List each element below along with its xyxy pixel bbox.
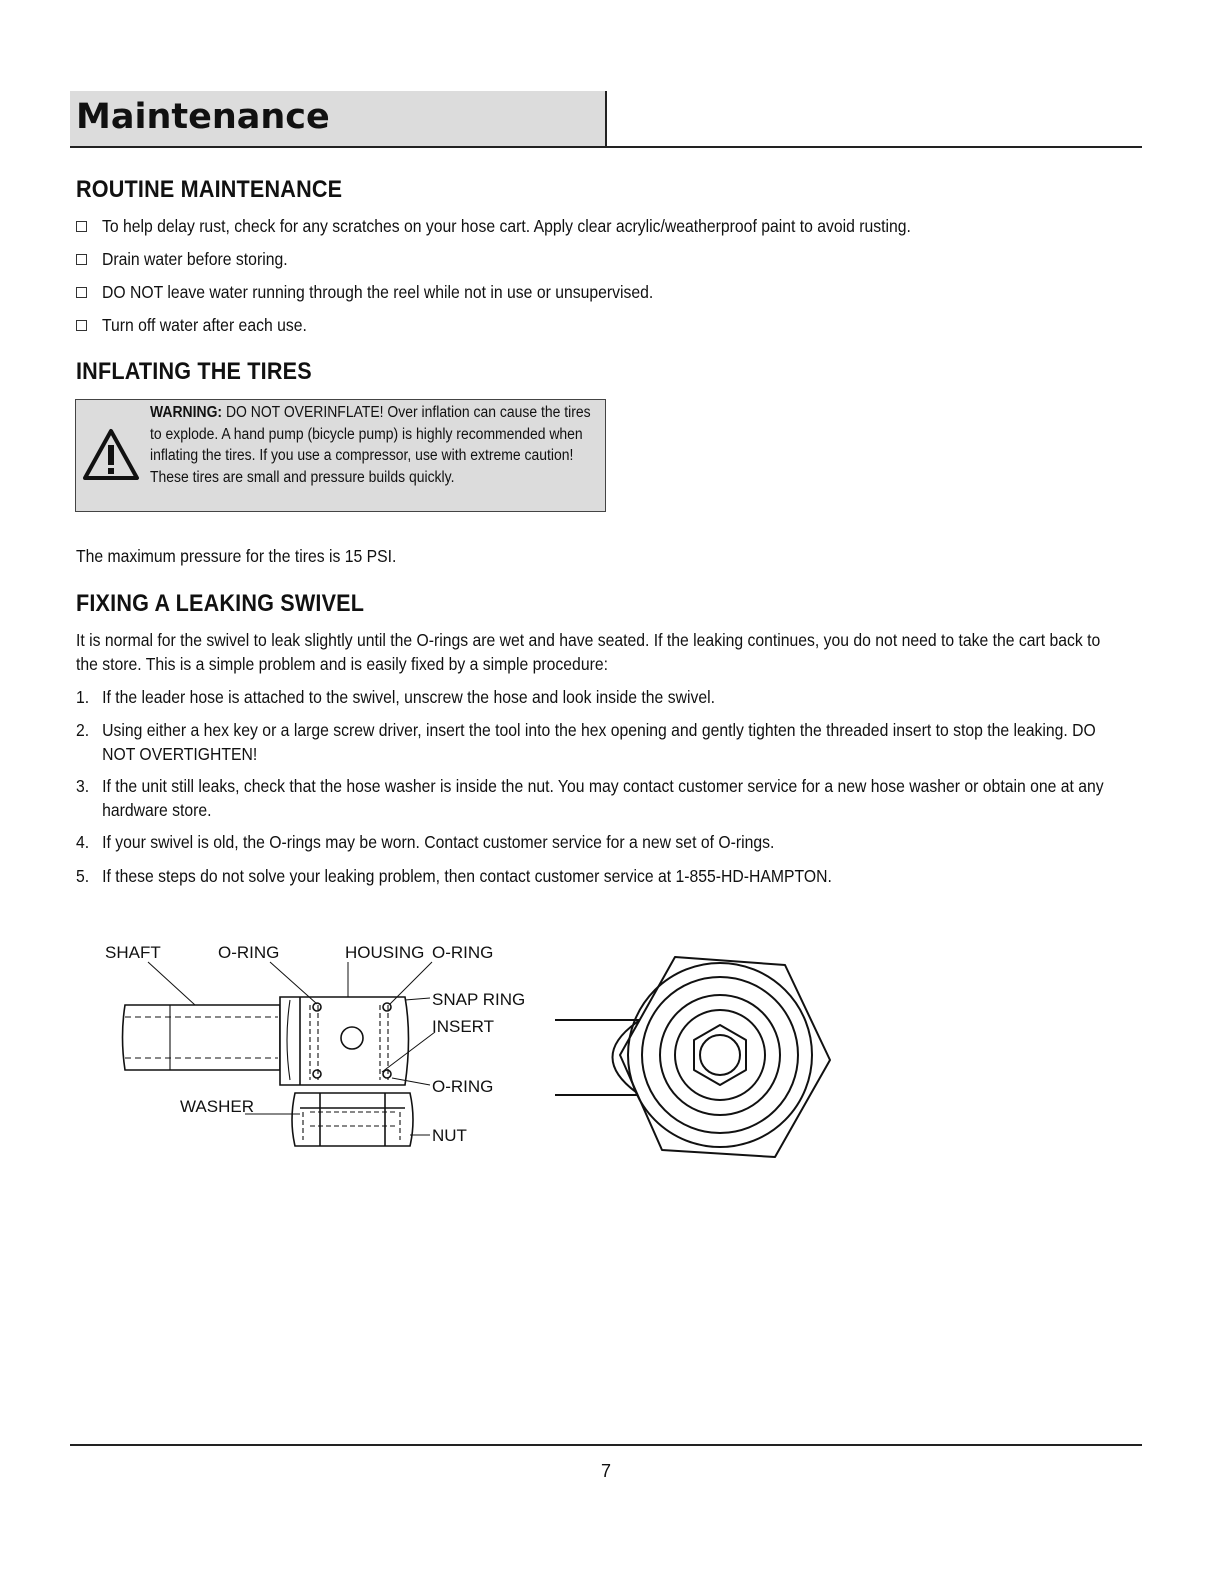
step-number: 5. xyxy=(76,866,90,886)
checkbox-bullet-icon xyxy=(76,221,87,232)
label-insert: INSERT xyxy=(432,1017,495,1036)
swivel-end-view-diagram xyxy=(550,945,840,1170)
swivel-cross-section-diagram xyxy=(0,930,560,1160)
step-number: 4. xyxy=(76,832,90,852)
step-text: If the unit still leaks, check that the hose washer is inside the nut. You may contact customer service for a new hose washer or obtain one at any hardware store. xyxy=(102,776,1104,820)
header-divider xyxy=(70,146,1142,148)
label-o-ring: O-RING xyxy=(432,1077,494,1096)
list-item-text: To help delay rust, check for any scratches on your hose cart. Apply clear acrylic/weatherproof paint to avoid rusting. xyxy=(102,216,911,236)
list-item-text: Drain water before storing. xyxy=(102,249,288,269)
routine-maintenance-heading: ROUTINE MAINTENANCE xyxy=(76,176,343,203)
footer-divider xyxy=(70,1444,1142,1446)
label-snap-ring: SNAP RING xyxy=(432,990,526,1009)
label-housing: HOUSING xyxy=(345,943,425,962)
checkbox-bullet-icon xyxy=(76,287,87,298)
step-number: 3. xyxy=(76,776,90,796)
label-washer: WASHER xyxy=(180,1097,254,1116)
checkbox-bullet-icon xyxy=(76,254,87,265)
page-number: 7 xyxy=(600,1461,611,1481)
max-pressure-text: The maximum pressure for the tires is 15 PSI. xyxy=(76,546,397,566)
step-number: 2. xyxy=(76,720,90,740)
step-text: If your swivel is old, the O-rings may be worn. Contact customer service for a new set of O-rings. xyxy=(102,832,775,852)
step-text: If these steps do not solve your leaking problem, then contact customer service at 1-855-HD-HAMPTON. xyxy=(102,866,832,886)
step-number: 1. xyxy=(76,687,90,707)
leaking-swivel-heading: FIXING A LEAKING SWIVEL xyxy=(76,590,365,617)
label-o-ring: O-RING xyxy=(218,943,280,962)
page-title: Maintenance xyxy=(76,97,330,137)
swivel-intro: It is normal for the swivel to leak slightly until the O-rings are wet and have seated. If the leaking continues, you do not need to take the cart back to the store. This is a simple problem and is easily fixed by a simple procedure: xyxy=(76,630,1101,674)
warning-text xyxy=(150,402,600,488)
list-item-text: Turn off water after each use. xyxy=(102,315,307,335)
inflating-tires-heading: INFLATING THE TIRES xyxy=(76,358,312,385)
warning-triangle-icon xyxy=(82,428,140,482)
label-shaft: SHAFT xyxy=(105,943,161,962)
step-text: Using either a hex key or a large screw driver, insert the tool into the hex opening and gently tighten the threaded insert to stop the leaking. DO NOT OVERTIGHTEN! xyxy=(102,720,1096,764)
warning-label: WARNING: xyxy=(150,404,223,421)
list-item-text: DO NOT leave water running through the reel while not in use or unsupervised. xyxy=(102,282,654,302)
label-o-ring: O-RING xyxy=(432,943,494,962)
warning-body: DO NOT OVERINFLATE! Over inflation can cause the tires to explode. A hand pump (bicycle pump) is highly recommended when inflating the tires. If you use a compressor, use with extreme caution! These tires are small and pressure builds quickly. xyxy=(150,404,591,486)
label-nut: NUT xyxy=(432,1126,467,1145)
checkbox-bullet-icon xyxy=(76,320,87,331)
step-text: If the leader hose is attached to the swivel, unscrew the hose and look inside the swivel. xyxy=(102,687,715,707)
